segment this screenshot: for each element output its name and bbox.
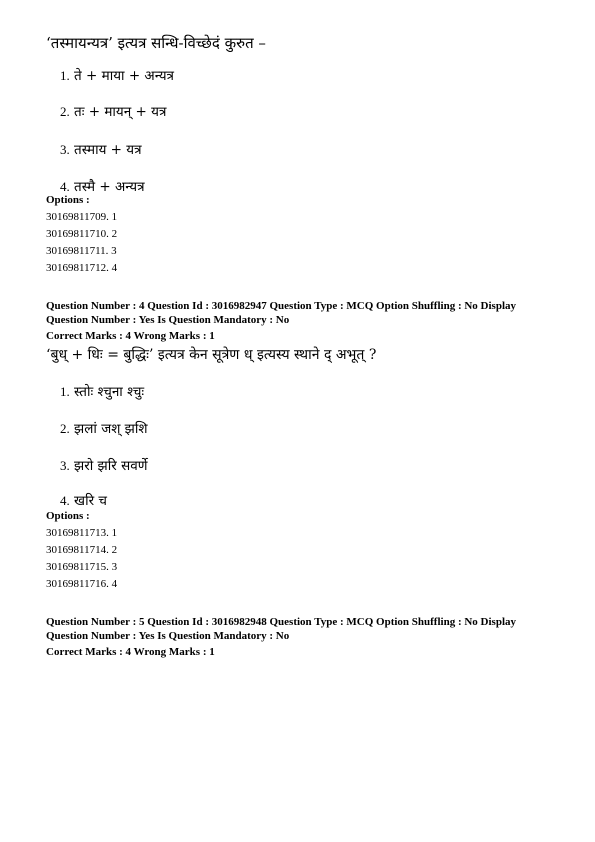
option-text: स्तोः श्चुना श्चुः	[74, 384, 145, 400]
q4-meta-line-1: Question Number : 4 Question Id : 3016982947 Question Type : MCQ Option Shuffling : No Display	[46, 300, 517, 312]
option-number: 1.	[60, 68, 70, 83]
option-number: 4.	[60, 493, 70, 508]
q3-option-id-1: 30169811709. 1	[46, 211, 118, 223]
option-text: खरि च	[74, 493, 107, 509]
option-number: 2.	[60, 104, 70, 119]
q3-option-4	[60, 177, 145, 195]
option-text: झरो झरि सवर्णे	[74, 458, 148, 474]
option-text: तस्मै + अन्यत्र	[74, 179, 145, 195]
q4-option-1	[60, 382, 144, 400]
q4-options-label: Options :	[46, 510, 90, 522]
q4-meta-line-2: Question Number : Yes Is Question Mandatory : No	[46, 314, 290, 326]
q4-option-id-3: 30169811715. 3	[46, 561, 118, 573]
q4-option-2	[60, 419, 148, 437]
option-number: 3.	[60, 458, 70, 473]
q3-option-id-2: 30169811710. 2	[46, 228, 118, 240]
q4-option-id-4: 30169811716. 4	[46, 578, 118, 590]
q4-option-id-1: 30169811713. 1	[46, 527, 118, 539]
q3-options-label: Options :	[46, 194, 90, 206]
q3-option-1	[60, 66, 174, 84]
option-text: ते + माया + अन्यत्र	[74, 68, 175, 84]
option-number: 2.	[60, 421, 70, 436]
option-text: तः + मायन् + यत्र	[74, 104, 167, 120]
q3-option-2	[60, 102, 166, 120]
q4-option-4	[60, 491, 107, 509]
q4-option-3	[60, 456, 147, 474]
option-number: 1.	[60, 384, 70, 399]
option-text: तस्माय + यत्र	[74, 142, 142, 158]
option-text: झलां जश् झशि	[74, 421, 148, 437]
q4-meta-line-3: Correct Marks : 4 Wrong Marks : 1	[46, 330, 215, 342]
q3-option-id-3: 30169811711. 3	[46, 245, 117, 257]
q3-option-id-4: 30169811712. 4	[46, 262, 118, 274]
q5-meta-line-2: Question Number : Yes Is Question Mandatory : No	[46, 630, 290, 642]
q3-question-text: ‘तस्मायन्यत्र’ इत्यत्र सन्धि-विच्छेदं कुरुत –	[46, 34, 266, 52]
q3-option-3	[60, 140, 142, 158]
q4-option-id-2: 30169811714. 2	[46, 544, 118, 556]
option-number: 4.	[60, 179, 70, 194]
option-number: 3.	[60, 142, 70, 157]
q5-meta-line-3: Correct Marks : 4 Wrong Marks : 1	[46, 646, 215, 658]
q4-question-text: ‘बुध् + धिः = बुद्धिः’ इत्यत्र केन सूत्रेण ध् इत्यस्य स्थाने द् अभूत् ?	[46, 347, 377, 363]
q5-meta-line-1: Question Number : 5 Question Id : 3016982948 Question Type : MCQ Option Shuffling : No Display	[46, 616, 517, 628]
